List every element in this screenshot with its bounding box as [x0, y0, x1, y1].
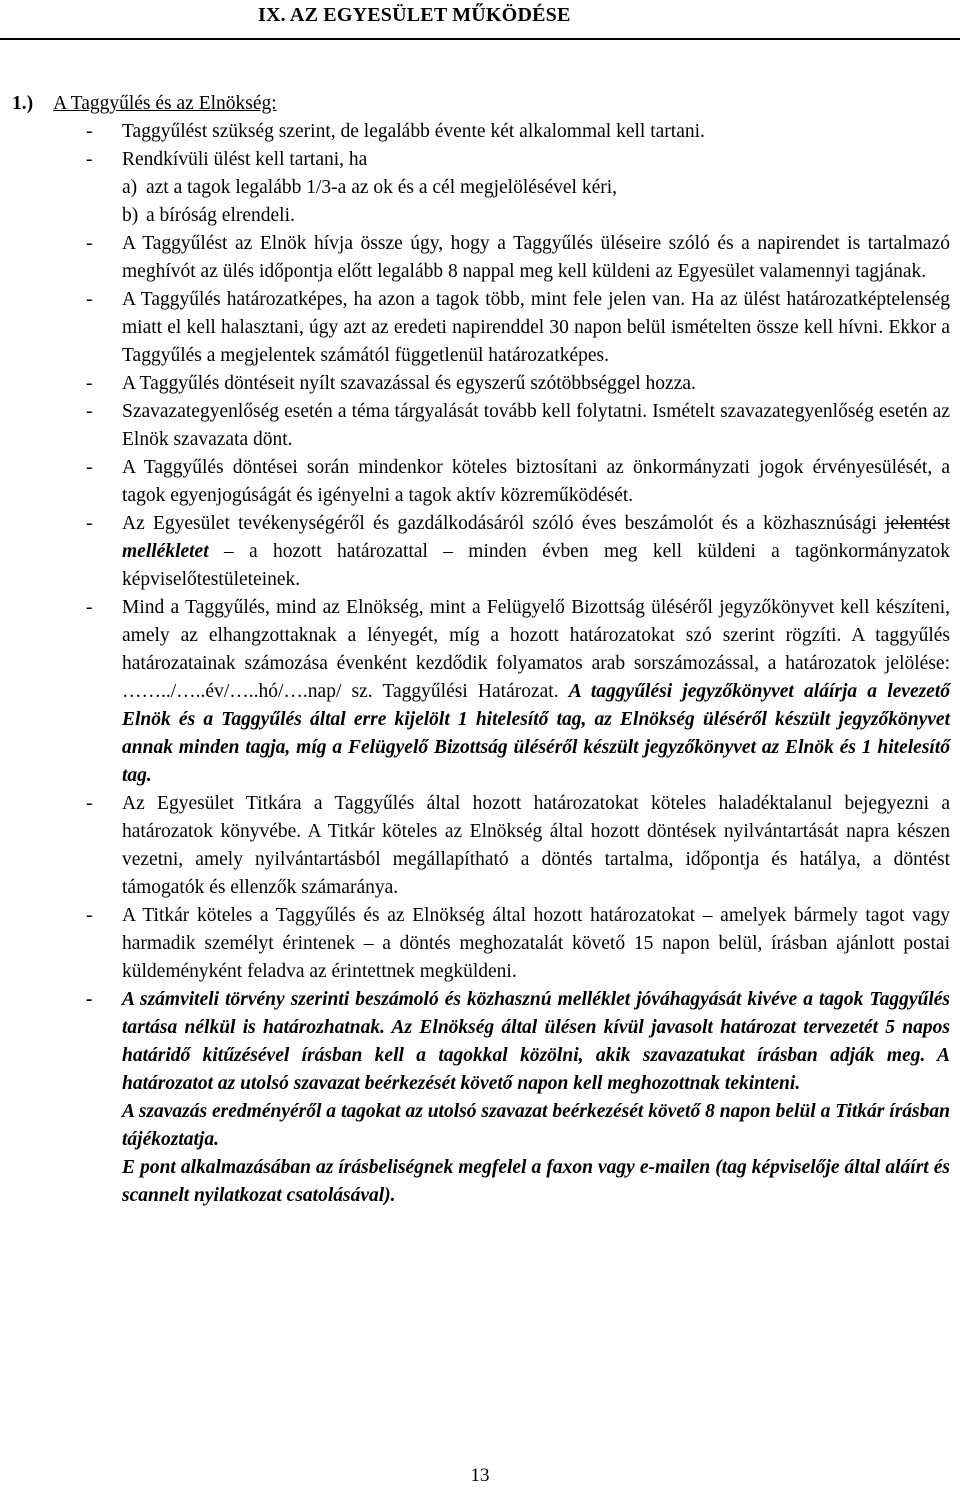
list-item — [86, 594, 950, 790]
list-item — [86, 146, 950, 174]
dash-bullet: - — [86, 373, 93, 394]
dash-bullet: - — [86, 401, 93, 422]
continuation-paragraph: E pont alkalmazásában az írásbeliségnek megfelel a faxon vagy e-mailen (tag képviselője által aláírt és scannelt nyilatkozat csatolásával). — [122, 1157, 950, 1206]
item-text: A Taggyűlés döntéseit nyílt szavazással és egyszerű szótöbbséggel hozza. — [122, 373, 696, 394]
dash-bullet: - — [86, 905, 93, 926]
dash-bullet: - — [86, 597, 93, 618]
list-item — [86, 370, 950, 398]
list-item — [86, 454, 950, 510]
sub-item — [86, 202, 950, 230]
dash-bullet: - — [86, 289, 93, 310]
page-number: 13 — [470, 1465, 490, 1486]
continuation-paragraph: A szavazás eredményéről a tagokat az utolsó szavazat beérkezését követő 8 napon belül a Titkár írásban tájékoztatja. — [122, 1101, 950, 1150]
item-text: A Taggyűlést az Elnök hívja össze úgy, hogy a Taggyűlés üléseire szóló és a napirendet is tartalmazó meghívót az ülés időpontja előtt legalább 8 nappal meg kell küldeni az Egyesület valamennyi tagjának. — [122, 233, 950, 282]
sub-item-text: azt a tagok legalább 1/3-a az ok és a cél megjelölésével kéri, — [146, 177, 618, 198]
dash-bullet: - — [86, 149, 93, 170]
item-text: A Titkár köteles a Taggyűlés és az Elnökség által hozott határozatokat – amelyek bármely tagot vagy harmadik személyt érintenek – a döntés meghozatalát követő 15 napon belül, írásban ajánlott postai küldeményként feladva az érintettnek megküldeni. — [122, 905, 950, 982]
sub-item-text: a bíróság elrendeli. — [146, 205, 295, 226]
item-text: Szavazategyenlőség esetén a téma tárgyalását tovább kell folytatni. Ismételt szavazategyenlőség esetén az Elnök szavazata dönt. — [122, 401, 950, 450]
list-item — [86, 118, 950, 146]
item-text: Az Egyesület Titkára a Taggyűlés által hozott határozatokat köteles haladéktalanul bejegyezni a határozatok könyvébe. A Titkár köteles az Elnökség által hozott döntések nyilvántartását napra készen vezetni, amely nyilvántartásból megállapítható a döntés tartalma, időpontja és hatálya, a döntést támogatók és ellenzők számaránya. — [122, 793, 950, 898]
list-item — [86, 790, 950, 902]
section-number: 1.) — [12, 93, 34, 114]
item-text: Mind a Taggyűlés, mind az Elnökség, mint a Felügyelő Bizottság üléséről jegyzőkönyvet kell készíteni, amely az elhangzottaknak a lényegét, míg a hozott határozatokat szó szerint rögzíti. A taggyűlés határozatainak számozása évenként kezdődik folyamatos arab sorszámozással, a határozatok jelölése: ……../…..év/…..hó/….nap/ sz. Taggyűlési Határozat. — [122, 597, 950, 702]
list-item — [86, 986, 950, 1098]
list-item — [86, 510, 950, 594]
dash-bullet: - — [86, 121, 93, 142]
sub-item — [86, 174, 950, 202]
list-item — [86, 230, 950, 286]
item-text: Az Egyesület tevékenységéről és gazdálkodásáról szóló éves beszámolót és a közhasznúsági — [122, 513, 877, 534]
dash-bullet: - — [86, 233, 93, 254]
chapter-header — [0, 0, 960, 40]
dash-bullet: - — [86, 793, 93, 814]
item-text: – a hozott határozattal – minden évben meg kell küldeni a tagönkormányzatok képviselőtestületeinek. — [122, 541, 951, 590]
section-heading — [12, 93, 277, 115]
list-item — [86, 286, 950, 370]
item-text: A számviteli törvény szerinti beszámoló és közhasznú melléklet jóváhagyását kivéve a tagok Taggyűlés tartása nélkül is határozhatnak. Az Elnökség által ülésen kívül javasolt határozat tervezetét 5 napos határidő kitűzésével írásban kell a tagokkal közölni, akik szavazatukat írásban adják meg. A határozatot az utolsó szavazat beérkezését követő napon kell meghozottnak tekinteni. — [122, 989, 950, 1094]
chapter-title: IX. AZ EGYESÜLET MŰKÖDÉSE — [258, 4, 571, 26]
rule-list — [86, 118, 950, 1210]
sub-item-label: a) — [122, 177, 138, 198]
dash-bullet: - — [86, 513, 93, 534]
dash-bullet: - — [86, 457, 93, 478]
list-item — [86, 398, 950, 454]
item-text: Rendkívüli ülést kell tartani, ha — [122, 149, 368, 170]
item-text: Taggyűlést szükség szerint, de legalább évente két alkalommal kell tartani. — [122, 121, 705, 142]
item-text: A Taggyűlés döntései során mindenkor köteles biztosítani az önkormányzati jogok érvényesülését, a tagok egyenjogúságát és igényelni a tagok aktív közreműködését. — [122, 457, 950, 506]
struck-text: jelentést — [885, 513, 950, 534]
item-text: A Taggyűlés határozatképes, ha azon a tagok több, mint fele jelen van. Ha az ülést határozatképtelenség miatt el kell halasztani, úgy azt az eredeti napirenddel 30 napon belül ismételten össze kell hívni. Ekkor a Taggyűlés a megjelentek számától függetlenül határozatképes. — [122, 289, 950, 366]
inserted-text: mellékletet — [122, 541, 209, 562]
sub-item-label: b) — [122, 205, 139, 226]
dash-bullet: - — [86, 989, 93, 1010]
section-title: A Taggyűlés és az Elnökség: — [53, 93, 277, 114]
list-item — [86, 902, 950, 986]
emphasis-text: A taggyűlési jegyzőkönyvet aláírja a levezető Elnök és a Taggyűlés által erre kijelölt 1 hitelesítő tag, az Elnökség üléséről készült jegyzőkönyvet annak minden tagja, míg a Felügyelő Bizottság üléséről készült jegyzőkönyvet az Elnök és 1 hitelesítő tag. — [122, 681, 951, 786]
